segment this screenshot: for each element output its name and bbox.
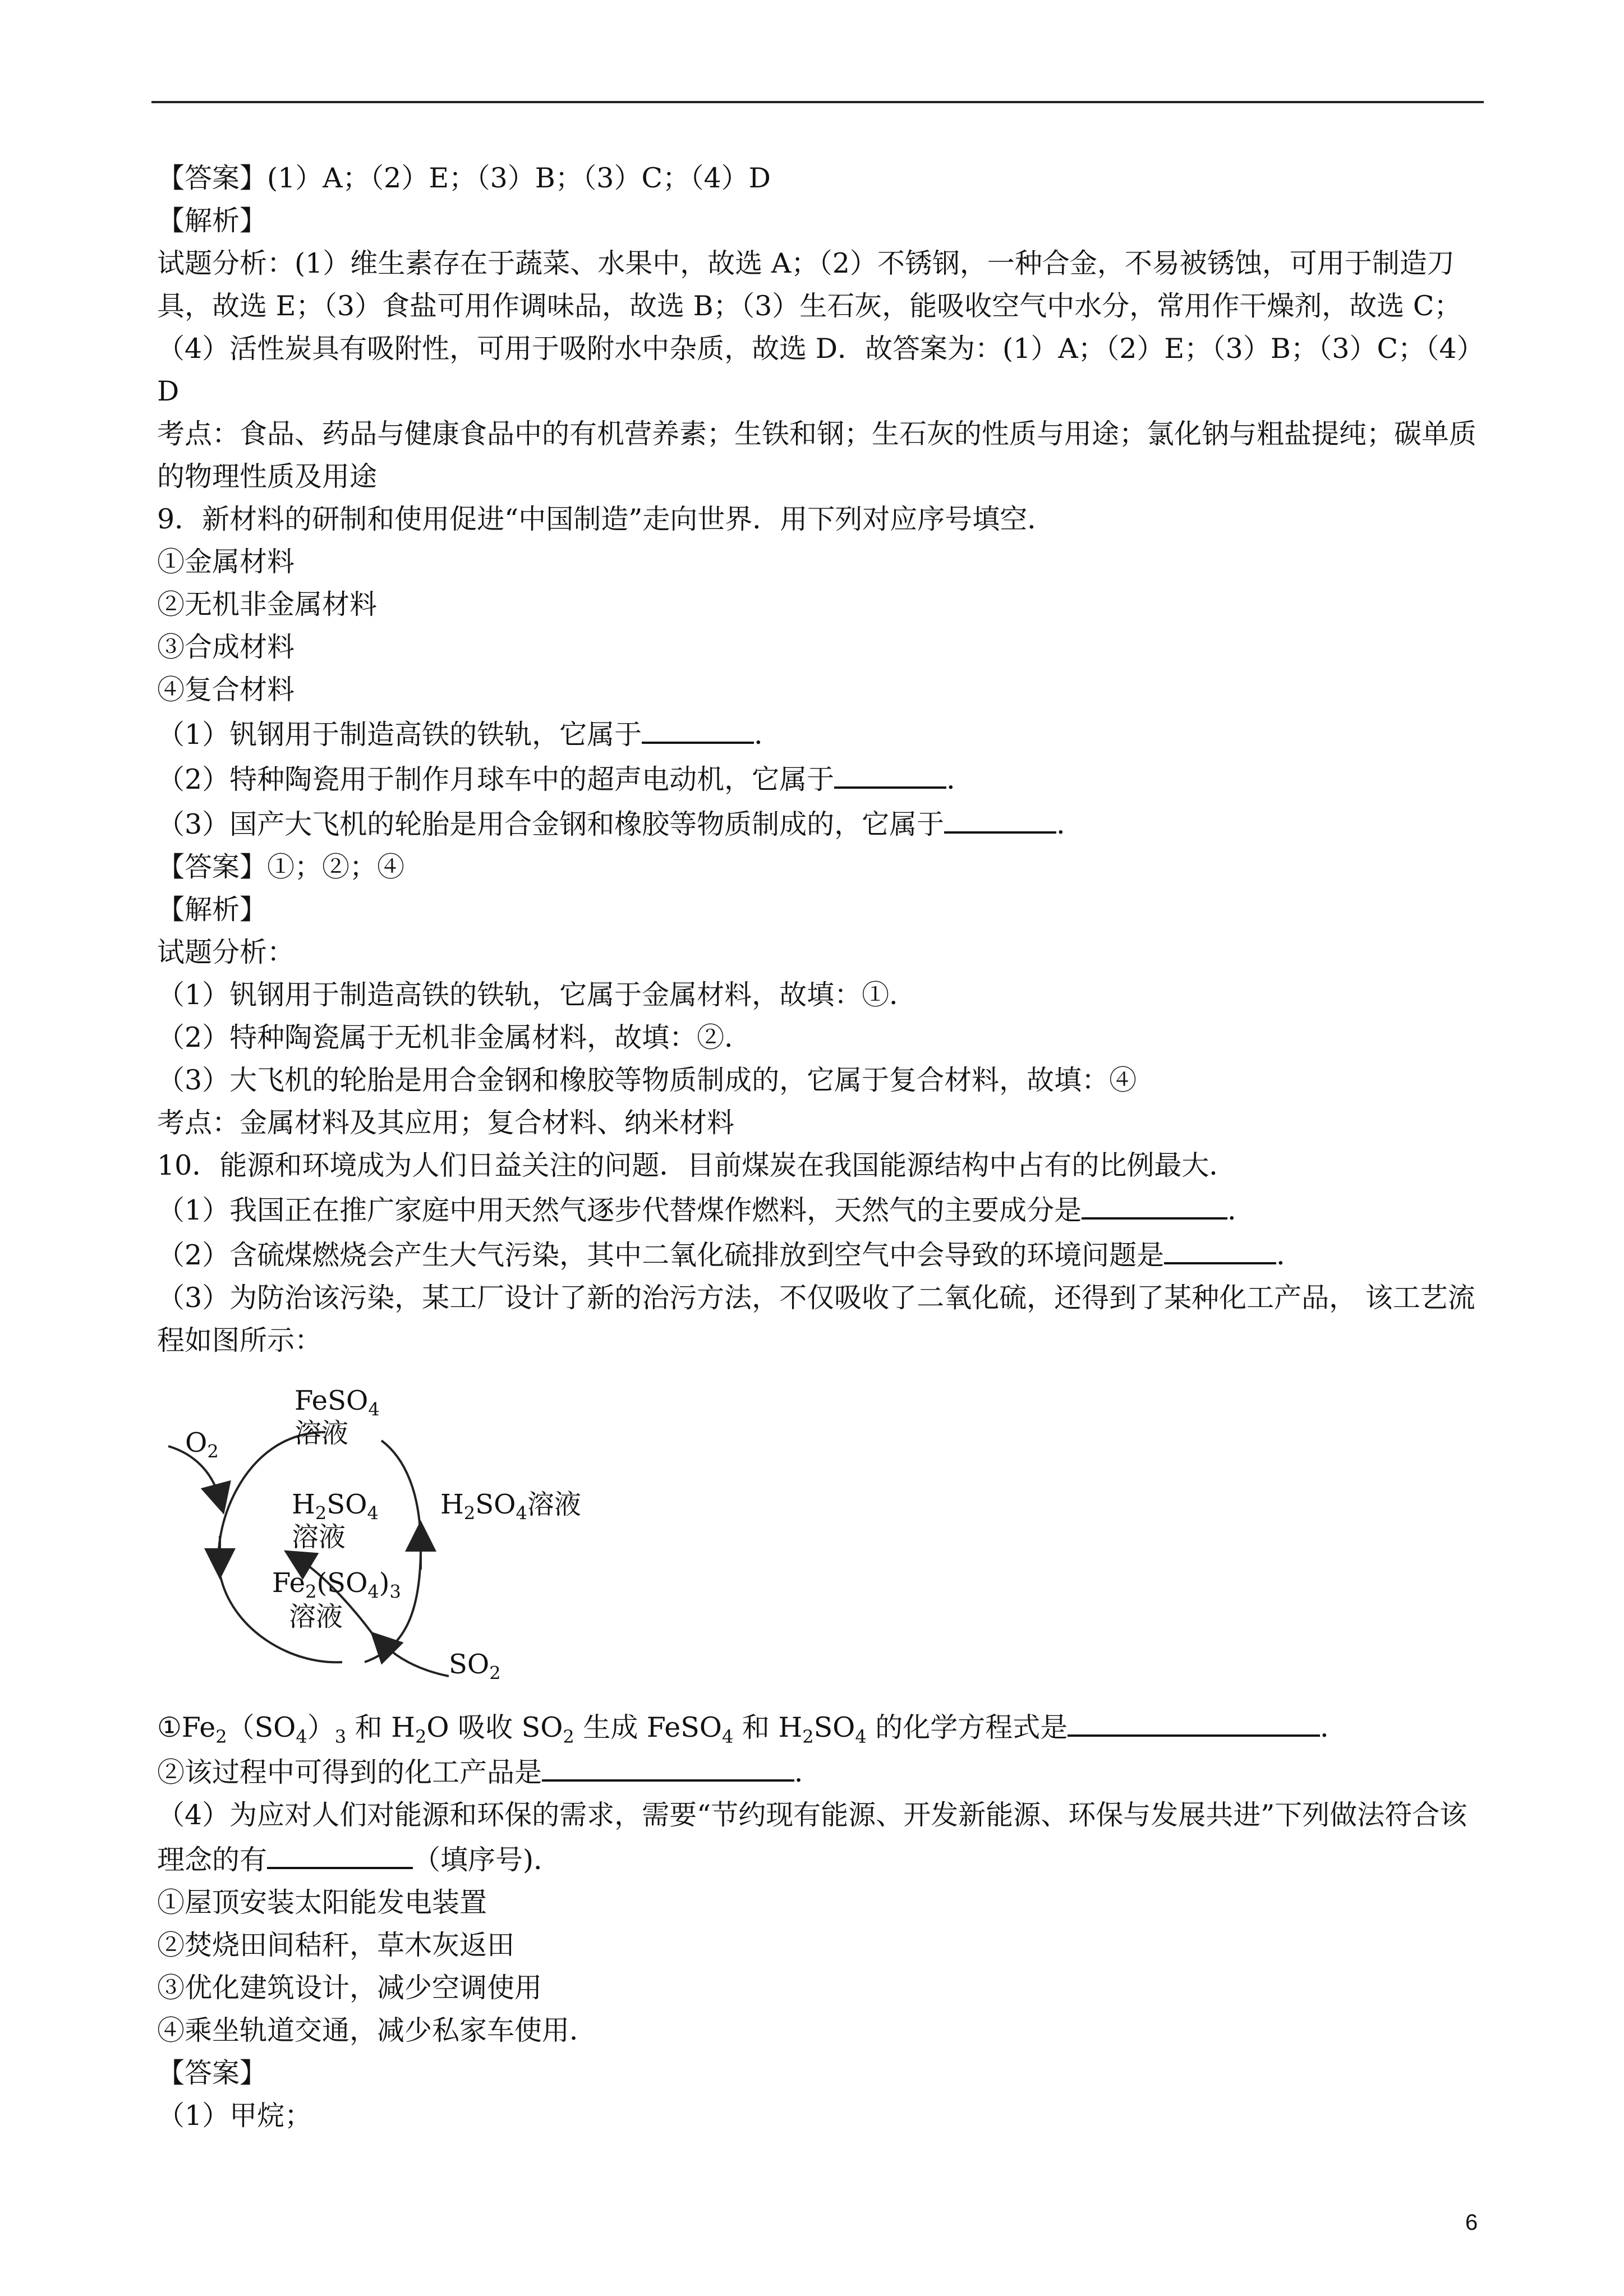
q10-equation-question: $①Fe_2(SO_4)_3$ 和 $H_2O$ 吸收 $SO_2$ 生成 FeSO$_4$ 和 $H_2SO_4$ 的化学方程式是 ．	[157, 1704, 1489, 1749]
q9-analysis-line: （3）大飞机的轮胎是用合金钢和橡胶等物质制成的，它属于复合材料，故填：④	[157, 1064, 1137, 1096]
h2so4-product-label: $H_2SO_4$溶液	[440, 1489, 581, 1524]
q10-sub2: （2）含硫煤燃烧会产生大气污染，其中二氧化硫排放到空气中会导致的环境问题是 ．	[157, 1232, 1489, 1277]
answer-blank[interactable]	[542, 1749, 794, 1782]
q10-answer-line: （1）甲烷；	[157, 2100, 312, 2132]
q10-title: 10．能源和环境成为人们日益关注的问题．目前煤炭在我国能源结构中占有的比例最大．	[157, 1149, 1237, 1181]
q9-analysis-line: （2）特种陶瓷属于无机非金属材料，故填：②．	[157, 1022, 752, 1053]
q10-answer-heading: 【答案】	[157, 2057, 268, 2089]
q9-option: ①金属材料	[157, 546, 295, 578]
q9-option: ②无机非金属材料	[157, 588, 378, 620]
answer-blank[interactable]	[1164, 1232, 1276, 1264]
document-body	[157, 157, 1489, 2137]
q9-title: 9．新材料的研制和使用促进“中国制造”走向世界．用下列对应序号填空．	[157, 503, 1055, 535]
cycle-arc-right	[365, 1441, 421, 1662]
q9-analysis-line: 试题分析：	[157, 936, 295, 968]
process-flow-diagram	[157, 1379, 662, 1693]
q9-analysis-heading: 【解析】	[157, 894, 268, 926]
q9-sub2: （2）特种陶瓷用于制作月球车中的超声电动机，它属于 ．	[157, 756, 1489, 801]
q9-sub3: （3）国产大飞机的轮胎是用合金钢和橡胶等物质制成的，它属于 ．	[157, 801, 1489, 846]
q10-sub3: （3）为防治该污染，某工厂设计了新的治污方法，不仅吸收了二氧化硫，还得到了某种化工产品， 该工艺流程如图所示：	[157, 1282, 1475, 1356]
analysis-heading: 【解析】	[157, 205, 268, 237]
answer-blank[interactable]	[1082, 1187, 1227, 1220]
q9-analysis-line: （1）钒钢用于制造高铁的铁轨，它属于金属材料，故填：①．	[157, 979, 917, 1011]
q9-sub1: （1）钒钢用于制造高铁的铁轨，它属于 ．	[157, 711, 1489, 756]
so2-label: $SO_2$	[449, 1649, 501, 1684]
o2-label: $O_2$	[185, 1427, 219, 1462]
header-rule	[151, 101, 1484, 103]
q9-knowledge-point: 考点：金属材料及其应用；复合材料、纳米材料	[157, 1107, 735, 1139]
q10-option: ③优化建筑设计，减少空调使用	[157, 1972, 542, 2004]
knowledge-point: 考点：食品、药品与健康食品中的有机营养素；生铁和钢；生石灰的性质与用途；氯化钠与粗盐提纯；碳单质的物理性质及用途	[157, 418, 1477, 493]
solution-label: 溶液	[289, 1601, 343, 1632]
q10-sub4: （4）为应对人们对能源和环保的需求，需要“节约现有能源、开发新能源、环保与发展共进”下列做法符合该理念的有 （填序号)．	[157, 1799, 1467, 1876]
answer-blank[interactable]	[642, 711, 754, 744]
answer-blank[interactable]	[1068, 1704, 1320, 1737]
q10-sub1: （1）我国正在推广家庭中用天然气逐步代替煤作燃料，天然气的主要成分是 ．	[157, 1187, 1489, 1232]
q10-option: ④乘坐轨道交通，减少私家车使用．	[157, 2014, 597, 2046]
q10-product-question: ②该过程中可得到的化工产品是 ．	[157, 1749, 1489, 1794]
q10-option: ②焚烧田间秸秆，草木灰返田	[157, 1929, 515, 1961]
q9-answer: 【答案】①；②；④	[157, 851, 405, 883]
answer-line: 【答案】(1）A；（2）E；（3）B；（3）C；（4）D	[157, 162, 771, 194]
flow-arrows	[157, 1379, 662, 1693]
analysis-paragraph: 试题分析：(1）维生素存在于蔬菜、水果中，故选 A；（2）不锈钢，一种合金，不易被锈蚀，可用于制造刀具，故选 E；（3）食盐可用作调味品，故选 B；（3）生石灰，能吸收空气中水分，常用作干燥剂，故选 C；（4）活性炭具有吸附性，可用于吸附水中杂质，故选 D．故答案为：(1）A；（2）E；（3）B；（3）C；（4）D	[157, 247, 1484, 407]
solution-label: 溶液	[292, 1521, 346, 1553]
q9-option: ③合成材料	[157, 631, 295, 663]
q10-option: ①屋顶安装太阳能发电装置	[157, 1887, 487, 1918]
answer-blank[interactable]	[944, 801, 1056, 834]
fe2so43-label: $Fe_2(SO_4)_3$	[272, 1567, 401, 1603]
solution-label: 溶液	[295, 1418, 349, 1449]
feso4-label: FeSO$_4$	[295, 1385, 380, 1420]
answer-blank[interactable]	[834, 756, 946, 789]
q9-option: ④复合材料	[157, 674, 295, 706]
h2so4-inner-label: $H_2SO_4$	[292, 1489, 379, 1524]
page-number: 6	[1465, 2210, 1478, 2235]
answer-blank[interactable]	[267, 1837, 413, 1869]
